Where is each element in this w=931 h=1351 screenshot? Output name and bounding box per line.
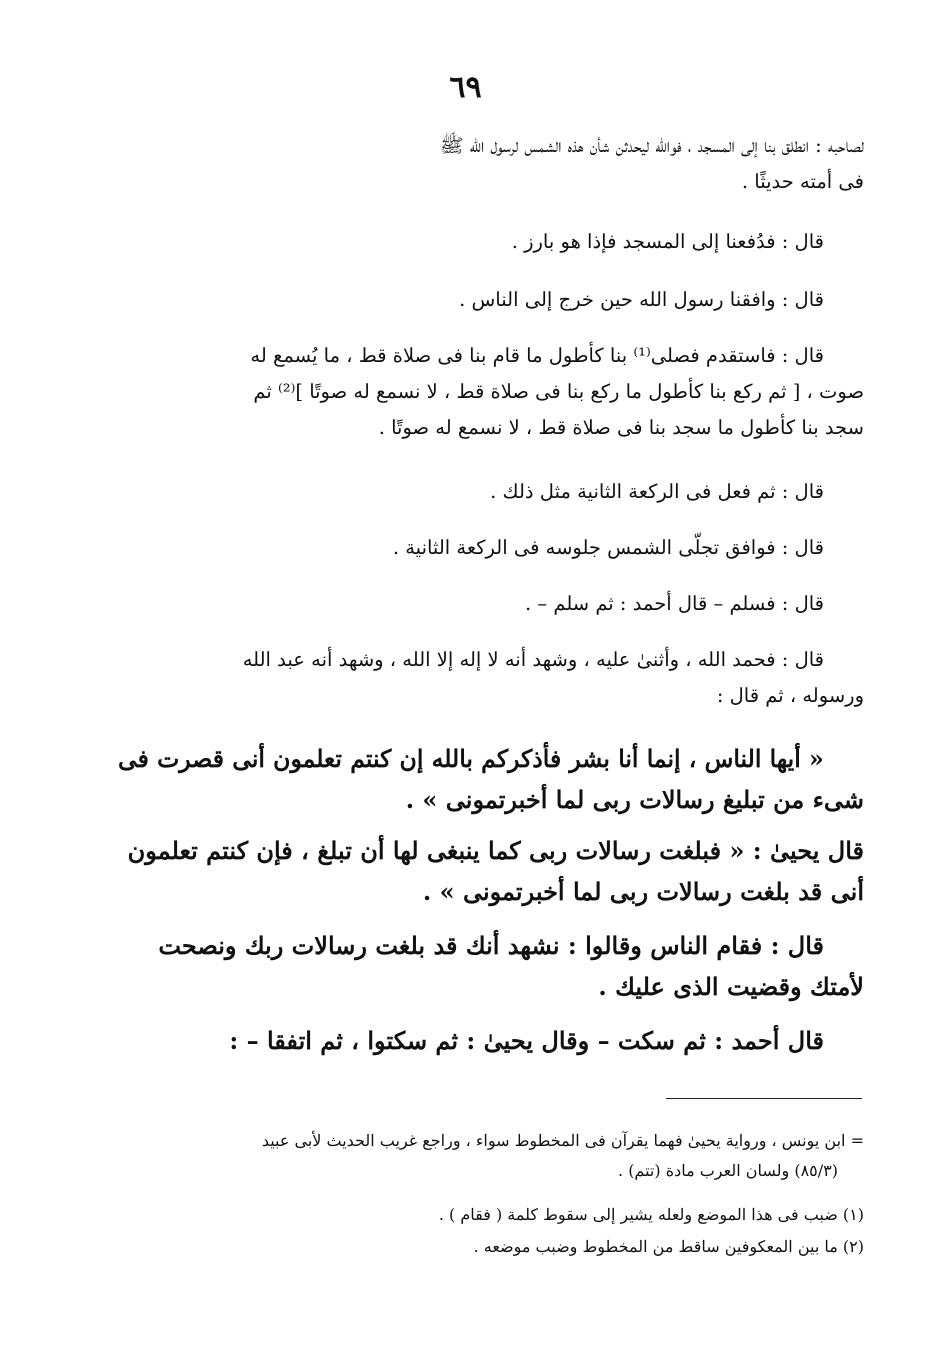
text-line: لأمتك وقضيت الذى عليك . bbox=[598, 972, 864, 1001]
paragraph bbox=[118, 224, 864, 260]
paragraph bbox=[118, 586, 864, 622]
footnote bbox=[118, 1232, 864, 1262]
paragraph bbox=[118, 474, 864, 510]
paragraph-quote bbox=[118, 925, 864, 1007]
text-line: قال : فدُفعنا إلى المسجد فإذا هو بارز . bbox=[511, 230, 824, 253]
text-line: قال : وافقنا رسول الله حين خرج إلى الناس . bbox=[459, 288, 824, 311]
footnote bbox=[118, 1200, 864, 1230]
footnote bbox=[118, 1126, 864, 1186]
text-line: قال : فوافق تجلّى الشمس جلوسه فى الركعة الثانية . bbox=[392, 536, 824, 559]
paragraph-quote bbox=[118, 1020, 864, 1061]
paragraph bbox=[118, 642, 864, 714]
text-line: قال يحيىٰ : « فبلغت رسالات ربى كما ينبغى لها أن تبلغ ، فإن كنتم تعلمون bbox=[127, 836, 864, 865]
text-line: قال : فحمد الله ، وأثنىٰ عليه ، وشهد أنه لا إله إلا الله ، وشهد أنه عبد الله bbox=[242, 648, 824, 671]
text-line: لصاحبه : انطلق بنا إلى المسجد ، فوالله ليحدثن شأن هذه الشمس لرسول الله ﷺ bbox=[439, 134, 864, 157]
text-line: قال : فاستقدم فصلى⁽¹⁾ بنا كأطول ما قام بنا فى صلاة قط ، ما يُسمع له bbox=[250, 344, 824, 367]
page-number: ٦٩ bbox=[449, 70, 482, 105]
text-line: قال أحمد : ثم سكت – وقال يحيىٰ : ثم سكتوا ، ثم اتفقا – : bbox=[229, 1026, 824, 1055]
text-line: قال : فقام الناس وقالوا : نشهد أنك قد بلغت رسالات ربك ونصحت bbox=[158, 931, 824, 960]
paragraph-quote bbox=[118, 830, 864, 912]
text-line: ورسوله ، ثم قال : bbox=[716, 684, 864, 707]
footnote-line: (١) ضبب فى هذا الموضع ولعله يشير إلى سقوط كلمة ( فقام ) . bbox=[438, 1205, 864, 1224]
paragraph bbox=[118, 338, 864, 446]
text-line: أنى قد بلغت رسالات ربى لما أخبرتمونى » . bbox=[422, 877, 864, 906]
text-line: فى أمته حديثًا . bbox=[741, 170, 864, 193]
footnote-line: (٨٥/٣) ولسان العرب مادة (تتم) . bbox=[618, 1161, 838, 1180]
footnote-line: = ابن يونس ، ورواية يحيىٰ فهما يقرآن فى المخطوط سواء ، وراجع غريب الحديث لأبى عبيد bbox=[261, 1131, 864, 1150]
paragraph-quote bbox=[118, 738, 864, 820]
text-line: سجد بنا كأطول ما سجد بنا فى صلاة قط ، لا نسمع له صوتًا . bbox=[378, 416, 864, 439]
footnote-separator bbox=[666, 1098, 862, 1099]
text-line: قال : ثم فعل فى الركعة الثانية مثل ذلك . bbox=[490, 480, 824, 503]
paragraph bbox=[118, 282, 864, 318]
text-line: قال : فسلم – قال أحمد : ثم سلم – . bbox=[525, 592, 824, 615]
paragraph bbox=[118, 530, 864, 566]
footnote-line: (٢) ما بين المعكوفين ساقط من المخطوط وضبب موضعه . bbox=[473, 1237, 864, 1256]
text-line: « أيها الناس ، إنما أنا بشر فأذكركم بالله إن كنتم تعلمون أنى قصرت فى bbox=[118, 744, 824, 773]
paragraph bbox=[118, 128, 864, 200]
text-line: شىء من تبليغ رسالات ربى لما أخبرتمونى » . bbox=[405, 785, 864, 814]
text-line: صوت ، [ ثم ركع بنا كأطول ما ركع بنا فى صلاة قط ، لا نسمع له صوتًا ]⁽²⁾ ثم bbox=[253, 380, 864, 403]
